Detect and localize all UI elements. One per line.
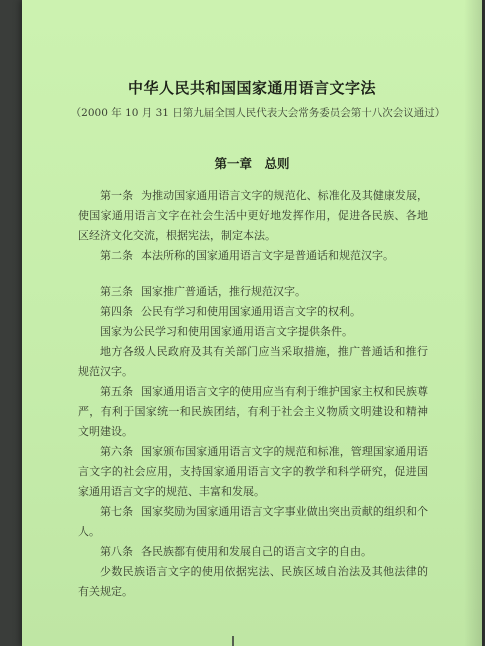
article-number: 第三条: [100, 285, 133, 298]
article-text: 国家奖励为国家通用语言文字事业做出突出贡献的组织和个人。: [78, 505, 429, 538]
article-text: 公民有学习和使用国家通用语言文字的权利。: [141, 305, 361, 318]
article-number: 第四条: [100, 305, 133, 318]
article-text: 各民族都有使用和发展自己的语言文字的自由。: [141, 545, 372, 558]
article-4: [78, 302, 428, 322]
article-5: [78, 382, 428, 442]
article-text: 国家颁布国家通用语言文字的规范和标准，管理国家通用语言文字的社会应用，支持国家通用语言文字的教学和科学研究，促进国家通用语言文字的规范、丰富和发展。: [78, 445, 429, 498]
article-3: [78, 282, 428, 302]
article-8: [78, 542, 428, 562]
article-number: 第七条: [100, 505, 134, 518]
article-text: 国家通用语言文字的使用应当有利于维护国家主权和民族尊严，有利于国家统一和民族团结，有利于社会主义物质文明建设和精神文明建设。: [78, 385, 429, 438]
article-text: 国家推广普通话，推行规范汉字。: [141, 285, 306, 298]
article-text: 为推动国家通用语言文字的规范化、标准化及其健康发展，使国家通用语言文字在社会生活中更好地发挥作用，促进各民族、各地区经济文化交流，根据宪法，制定本法。: [78, 189, 429, 242]
article-number: 第五条: [100, 385, 134, 398]
article-1: [78, 186, 428, 246]
article-number: 第二条: [100, 249, 133, 262]
article-text: 本法所称的国家通用语言文字是普通话和规范汉字。: [141, 249, 394, 262]
article-2: [78, 246, 428, 266]
document-title: 中华人民共和国国家通用语言文字法: [127, 79, 376, 97]
article-7: [78, 502, 428, 542]
article-text: 少数民族语言文字的使用依据宪法、民族区域自治法及其他法律的有关规定。: [78, 565, 428, 598]
article-number: 第八条: [100, 545, 133, 558]
document-subtitle: （2000 年 10 月 31 日第九届全国人民代表大会常务委员会第十八次会议通过）: [70, 107, 446, 119]
article-text: 国家为公民学习和使用国家通用语言文字提供条件。: [100, 325, 353, 338]
page-fold-mark: [232, 636, 234, 646]
article-6: [78, 442, 428, 502]
article-4-clause-3: [78, 342, 428, 382]
article-number: 第一条: [100, 189, 134, 202]
chapter-heading: 第一章 总则: [214, 156, 290, 171]
article-4-clause-2: [78, 322, 428, 342]
document-sheet: [22, 0, 482, 646]
article-8-clause-2: [78, 562, 428, 602]
article-text: 地方各级人民政府及其有关部门应当采取措施，推广普通话和推行规范汉字。: [78, 345, 428, 378]
article-number: 第六条: [100, 445, 134, 458]
